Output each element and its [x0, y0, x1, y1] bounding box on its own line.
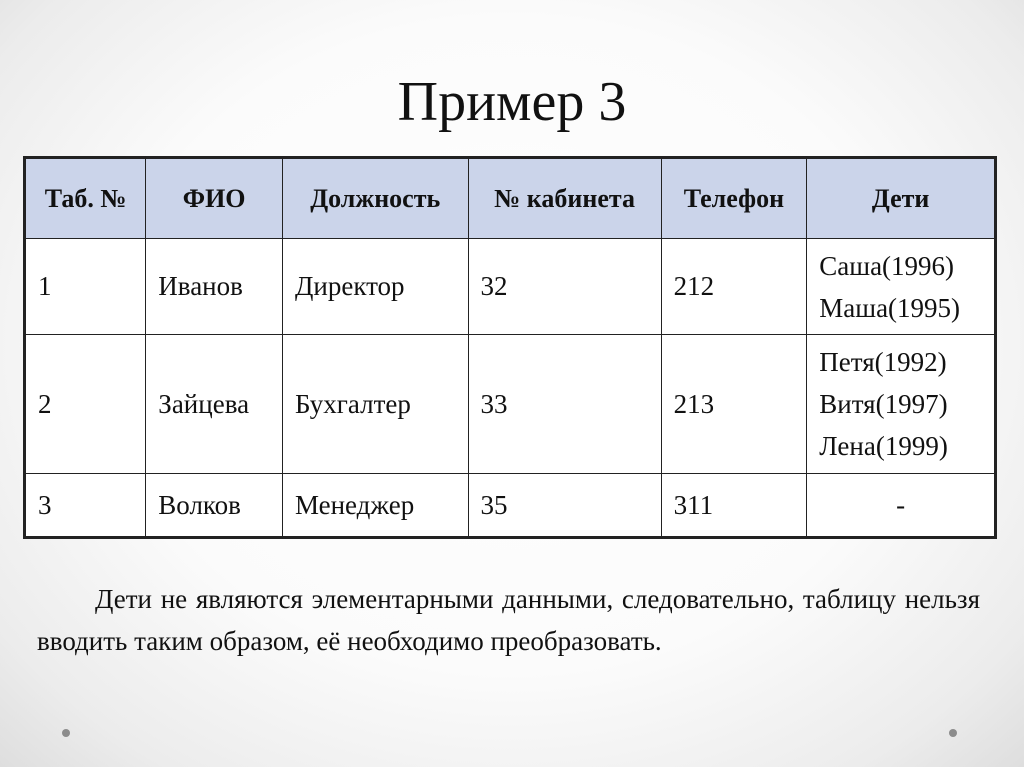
employees-table	[23, 156, 997, 539]
child-entry: Саша(1996)	[819, 250, 955, 281]
cell-children	[807, 335, 996, 474]
cell-fio: Волков	[146, 474, 283, 538]
child-entry: Лена(1999)	[819, 431, 948, 461]
header-tab-no: Таб. №	[25, 158, 146, 239]
table-row	[25, 474, 996, 538]
slide-title: Пример 3	[397, 71, 627, 133]
child-entry: -	[896, 489, 906, 520]
cell-tab-no: 3	[25, 474, 146, 538]
header-position: Должность	[282, 158, 468, 239]
cell-phone: 212	[661, 239, 807, 335]
child-entry: Витя(1997)	[819, 389, 948, 419]
header-fio: ФИО	[146, 158, 283, 239]
table-row	[25, 239, 996, 335]
table-row	[25, 335, 996, 474]
cell-position: Бухгалтер	[282, 335, 468, 474]
table-header-row	[25, 158, 996, 239]
bottom-left-dot-icon	[62, 729, 70, 737]
header-phone: Телефон	[661, 158, 807, 239]
cell-phone: 213	[661, 335, 807, 474]
cell-office: 33	[468, 335, 661, 474]
header-office: № кабинета	[468, 158, 661, 239]
bottom-right-dot-icon	[949, 729, 957, 737]
cell-position: Менеджер	[282, 474, 468, 538]
cell-tab-no: 1	[25, 239, 146, 335]
cell-office: 32	[468, 239, 661, 335]
cell-position: Директор	[282, 239, 468, 335]
cell-tab-no: 2	[25, 335, 146, 474]
cell-office: 35	[468, 474, 661, 538]
note-paragraph: Дети не являются элементарными данными, следовательно, таблицу нельзя вводить таким образом, её необходимо преобразовать.	[37, 584, 980, 656]
header-children: Дети	[807, 158, 996, 239]
child-entry: Маша(1995)	[819, 292, 961, 323]
cell-phone: 311	[661, 474, 807, 538]
cell-fio: Зайцева	[146, 335, 283, 474]
cell-fio: Иванов	[146, 239, 283, 335]
cell-children	[807, 474, 996, 538]
cell-children	[807, 239, 996, 335]
child-entry: Петя(1992)	[819, 347, 947, 377]
